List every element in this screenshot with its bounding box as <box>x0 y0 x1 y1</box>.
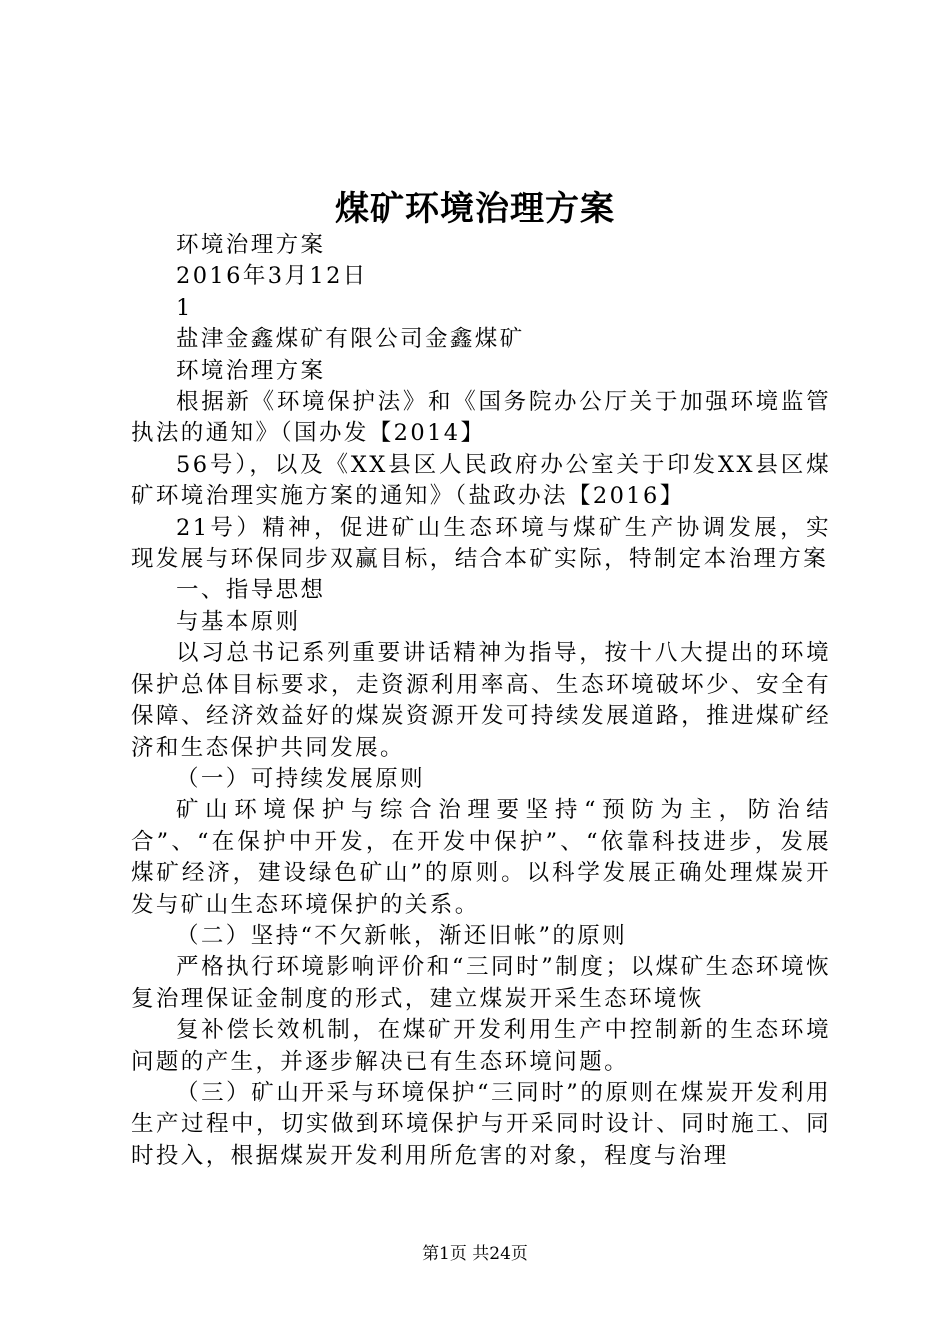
paragraph: 1 <box>176 294 193 321</box>
paragraph: （三）矿山开采与环境保护“三同时”的原则在煤炭开发利用生产过程中，切实做到环境保护与开采同时设计、同时施工、同时投入，根据煤炭开发利用所危害的对象，程度与治理 <box>131 1079 831 1169</box>
subsection-heading: （一）可持续发展原则 <box>176 765 426 792</box>
paragraph: 矿山环境保护与综合治理要坚持“预防为主，防治结合”、“在保护中开发，在开发中保护”、“依靠科技进步，发展煤矿经济，建设绿色矿山”的原则。以科学发展正确处理煤炭开发与矿山生态环境保护的关系。 <box>131 797 831 918</box>
page-footer: 第1页 共24页 <box>422 1244 528 1264</box>
paragraph: 以习总书记系列重要讲话精神为指导，按十八大提出的环境保护总体目标要求，走资源利用率高、生态环境破坏少、安全有保障、经济效益好的煤炭资源开发可持续发展道路，推进煤矿经济和生态保护共同发展。 <box>131 640 831 761</box>
paragraph: 严格执行环境影响评价和“三同时”制度；以煤矿生态环境恢复治理保证金制度的形式，建立煤炭开采生态环境恢 <box>131 954 831 1012</box>
paragraph: 2016年3月12日 <box>176 263 368 290</box>
paragraph: 56号），以及《XX县区人民政府办公室关于印发XX县区煤矿环境治理实施方案的通知》（盐政办法【2016】 <box>131 451 831 510</box>
subsection-heading: （二）坚持“不欠新帐，渐还旧帐”的原则 <box>176 922 628 949</box>
paragraph: 盐津金鑫煤矿有限公司金鑫煤矿 <box>176 326 525 353</box>
document-body <box>131 230 831 1172</box>
paragraph: 环境治理方案 <box>176 232 326 258</box>
paragraph: 根据新《环境保护法》和《国务院办公厅关于加强环境监管执法的通知》（国办发【2014】 <box>131 389 831 447</box>
paragraph: 环境治理方案 <box>176 357 326 384</box>
paragraph: 复补偿长效机制，在煤矿开发利用生产中控制新的生态环境问题的产生，并逐步解决已有生态环境问题。 <box>131 1017 831 1075</box>
document-title: 煤矿环境治理方案 <box>335 189 615 229</box>
section-heading: 一、指导思想 <box>176 577 326 604</box>
paragraph: 21号）精神，促进矿山生态环境与煤矿生产协调发展，实现发展与环保同步双赢目标，结合本矿实际，特制定本治理方案 <box>131 514 831 573</box>
section-heading: 与基本原则 <box>176 608 301 635</box>
